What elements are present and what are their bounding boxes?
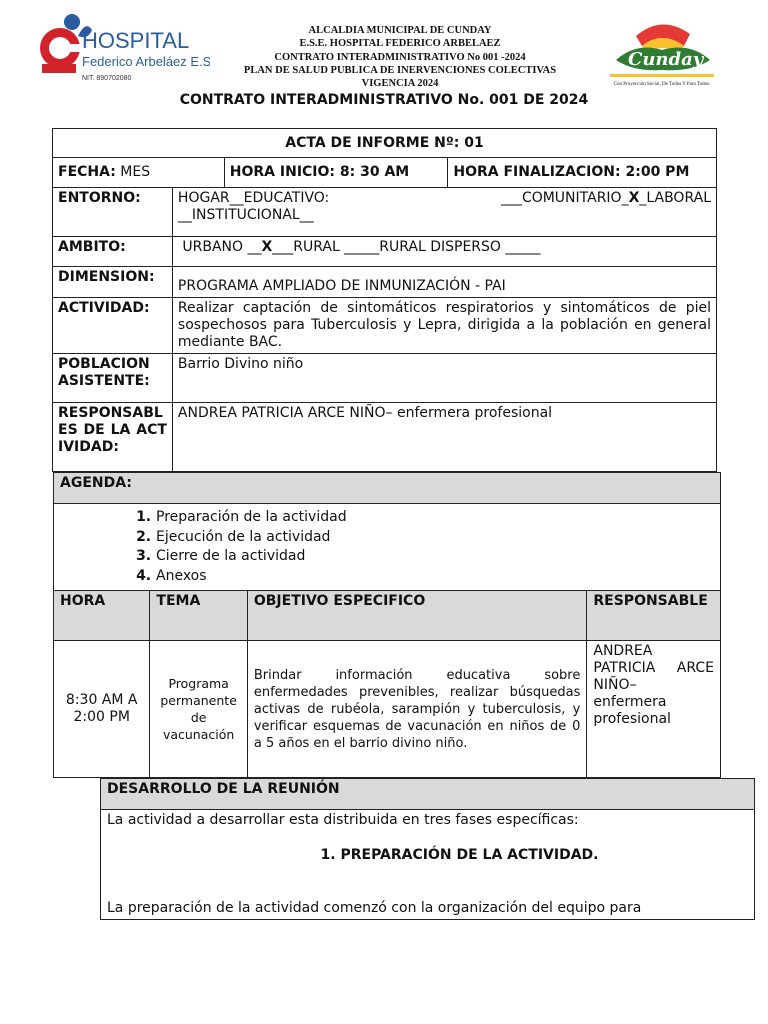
row-hora: 8:30 AM A 2:00 PM	[54, 641, 150, 778]
header-text-block	[200, 24, 600, 90]
cunday-logo	[606, 16, 718, 88]
actividad-label: ACTIVIDAD:	[53, 298, 173, 354]
dimension-value: PROGRAMA AMPLIADO DE INMUNIZACIÓN - PAI	[172, 267, 716, 298]
row-tema: Programa permanente de vacunación	[150, 641, 247, 778]
poblacion-value: Barrio Divino niño	[172, 354, 716, 403]
row-responsable: ANDREA PATRICIA ARCE NIÑO– enfermera profesional	[587, 641, 721, 778]
svg-text:Federico Arbeláez E.S.E: Federico Arbeláez E.S.E	[82, 54, 210, 69]
phase-title: 1. PREPARACIÓN DE LA ACTIVIDAD.	[320, 847, 599, 863]
desarrollo-table	[100, 778, 755, 920]
svg-text:Cunday: Cunday	[628, 49, 704, 70]
entorno-label: ENTORNO:	[53, 188, 173, 237]
header-line: PLAN DE SALUD PUBLICA DE INERVENCIONES COLECTIVAS	[243, 64, 557, 76]
acta-title: ACTA DE INFORME Nº: 01	[53, 129, 717, 158]
agenda-item: 4. Anexos	[156, 567, 714, 587]
fecha-label: FECHA:	[58, 164, 116, 180]
document-title: CONTRATO INTERADMINISTRATIVO No. 001 DE 2024	[179, 92, 589, 108]
fecha-value: MES	[120, 164, 151, 180]
hora-finalizacion: HORA FINALIZACION: 2:00 PM	[448, 158, 717, 188]
actividad-value: Realizar captación de sintomáticos respiratorios y sintomáticos de piel sospechosos para Tuberculosis y Lepra, dirigida a la población en general mediante BAC.	[172, 298, 716, 354]
agenda-label: AGENDA:	[54, 473, 721, 504]
desarrollo-body	[101, 810, 755, 920]
ambito-value: URBANO __X___RURAL _____RURAL DISPERSO _____	[172, 237, 716, 267]
poblacion-label: POBLACION ASISTENTE:	[53, 354, 173, 403]
fecha-cell	[53, 158, 225, 188]
agenda-table	[53, 472, 721, 778]
ambito-label: AMBITO:	[53, 237, 173, 267]
header-line: VIGENCIA 2024	[361, 78, 439, 90]
agenda-items	[54, 504, 721, 591]
header-line: ALCALDIA MUNICIPAL DE CUNDAY	[308, 25, 492, 36]
responsables-value: ANDREA PATRICIA ARCE NIÑO– enfermera profesional	[172, 403, 716, 472]
entorno-institucional: __INSTITUCIONAL__	[177, 207, 314, 223]
responsables-label: RESPONSABLES DE LA ACTIVIDAD:	[53, 403, 173, 472]
header-line: CONTRATO INTERADMINISTRATIVO No 001 -2024	[274, 51, 526, 63]
header-tema: TEMA	[150, 591, 247, 641]
hora-inicio: HORA INICIO: 8: 30 AM	[224, 158, 448, 188]
agenda-item: 3. Cierre de la actividad	[156, 547, 714, 567]
agenda-list	[60, 508, 714, 586]
agenda-item: 1. Preparación de la actividad	[156, 508, 714, 528]
desarrollo-label: DESARROLLO DE LA REUNIÓN	[101, 779, 755, 810]
svg-text:HOSPITAL: HOSPITAL	[82, 28, 190, 53]
acta-table	[52, 128, 717, 472]
entorno-hogar-educativo: HOGAR__EDUCATIVO:	[177, 190, 330, 206]
svg-text:Con Proyección Social, De Todo: Con Proyección Social, De Todos Y Para Todos.	[613, 82, 711, 87]
dimension-label: DIMENSION:	[53, 267, 173, 298]
row-objetivo: Brindar información educativa sobre enfermedades prevenibles, realizar búsquedas activas de rubéola, sarampión y tuberculosis, y verificar esquemas de vacunación en niños de 0 a 5 años en el barrio divino niño.	[247, 641, 587, 778]
header-hora: HORA	[54, 591, 150, 641]
header-line: E.S.E. HOSPITAL FEDERICO ARBELAEZ	[299, 38, 501, 50]
entorno-comunitario-laboral: ___COMUNITARIO_X_LABORAL	[500, 190, 711, 206]
header-objetivo: OBJETIVO ESPECIFICO	[247, 591, 587, 641]
hospital-logo	[38, 8, 210, 86]
agenda-item: 2. Ejecución de la actividad	[156, 528, 714, 548]
desarrollo-paragraph: La preparación de la actividad comenzó con la organización del equipo para	[107, 900, 642, 916]
svg-text:NIT. 890702080: NIT. 890702080	[82, 75, 132, 82]
entorno-value	[172, 188, 716, 237]
header-responsable: RESPONSABLE	[587, 591, 721, 641]
desarrollo-intro: La actividad a desarrollar esta distribuida en tres fases específicas:	[107, 812, 579, 828]
